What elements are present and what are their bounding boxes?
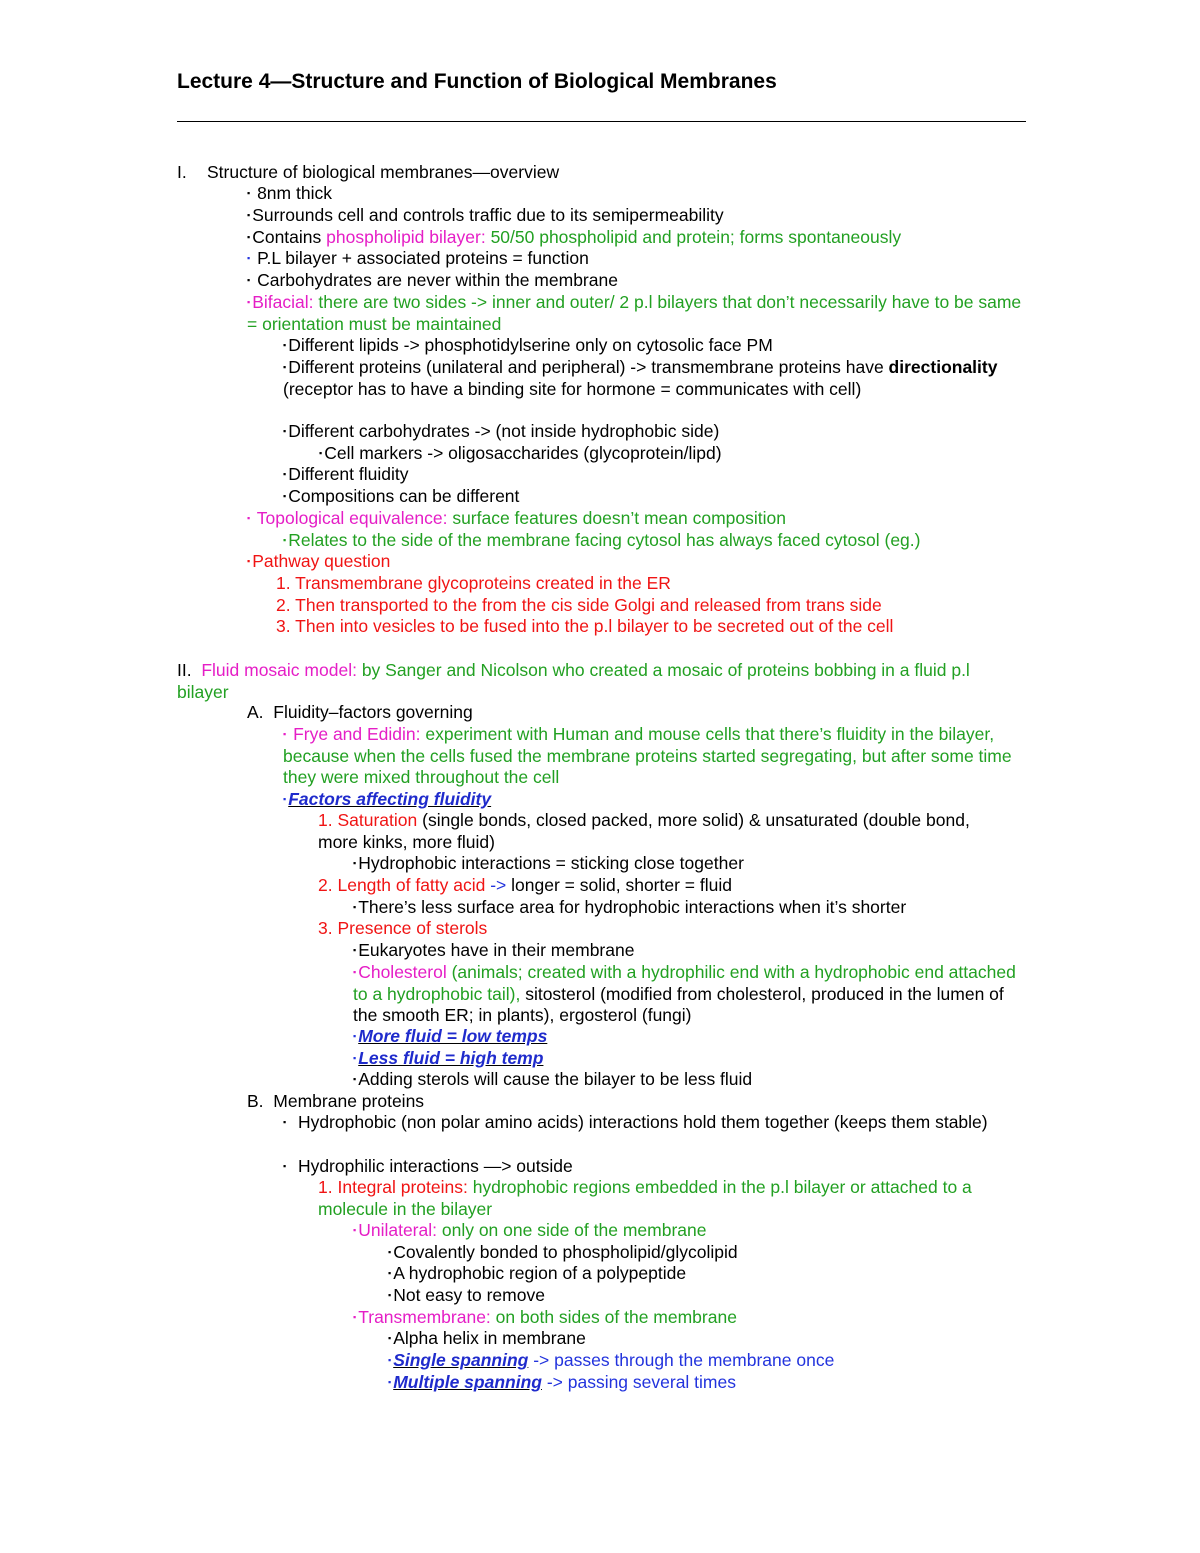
numbered-item: 1. Saturation (single bonds, closed packed, more solid) & unsaturated (double bond, more kinks, more fluid) bbox=[318, 810, 970, 852]
list-item: ▪ Hydrophilic interactions —> outside bbox=[283, 1156, 573, 1176]
list-item: ▪ Surrounds cell and controls traffic due to its semipermeability bbox=[247, 205, 724, 225]
section-number: I. bbox=[177, 162, 187, 182]
list-item: ▪ There’s less surface area for hydrophobic interactions when it’s shorter bbox=[353, 897, 907, 917]
list-item: ▪ Unilateral: only on one side of the membrane bbox=[353, 1220, 707, 1240]
list-item: ▪ Different fluidity bbox=[283, 464, 409, 484]
subsection-heading: B. Membrane proteins bbox=[247, 1091, 425, 1111]
numbered-item: 3. Presence of sterols bbox=[318, 918, 488, 938]
list-item: ▪ Frye and Edidin: experiment with Human and mouse cells that there’s fluidity in the bilayer, because when the cells fused the membrane proteins started segregating, but after some time they were mixed throughout the cell bbox=[283, 724, 1012, 788]
list-item: ▪ Different lipids -> phosphotidylserine only on cytosolic face PM bbox=[283, 335, 773, 355]
subsection-heading: A. Fluidity–factors governing bbox=[247, 702, 473, 722]
title-divider bbox=[177, 121, 1026, 122]
list-item: ▪ More fluid = low temps bbox=[353, 1026, 548, 1046]
list-item: ▪ Different carbohydrates -> (not inside hydrophobic side) bbox=[283, 421, 720, 441]
list-item: ▪ Compositions can be different bbox=[283, 486, 520, 506]
list-item: ▪ Multiple spanning -> passing several times bbox=[388, 1372, 736, 1392]
list-item: ▪ Carbohydrates are never within the membrane bbox=[247, 270, 618, 290]
list-item: ▪ Eukaryotes have in their membrane bbox=[353, 940, 635, 960]
section-heading: II. Fluid mosaic model: by Sanger and Nicolson who created a mosaic of proteins bobbing in a fluid p.l bilayer bbox=[177, 660, 970, 702]
page-title: Lecture 4—Structure and Function of Biological Membranes bbox=[177, 70, 777, 93]
list-item: ▪ Factors affecting fluidity bbox=[283, 789, 492, 809]
section-heading: Structure of biological membranes—overview bbox=[207, 162, 560, 182]
list-item: ▪ A hydrophobic region of a polypeptide bbox=[388, 1263, 687, 1283]
numbered-item: 2. Length of fatty acid -> longer = solid, shorter = fluid bbox=[318, 875, 732, 895]
list-item: ▪ Less fluid = high temp bbox=[353, 1048, 544, 1068]
list-item: ▪ Different proteins (unilateral and peripheral) -> transmembrane proteins have directionality (receptor has to have a binding site for hormone = communicates with cell) bbox=[283, 357, 998, 399]
list-item: ▪ Cholesterol (animals; created with a hydrophilic end with a hydrophobic end attached to a hydrophobic tail), sitosterol (modified from cholesterol, produced in the lumen of the smooth ER; in plants), ergosterol (fungi) bbox=[353, 962, 1016, 1026]
list-item: ▪ Contains phospholipid bilayer: 50/50 phospholipid and protein; forms spontaneously bbox=[247, 227, 902, 247]
list-item: ▪ P.L bilayer + associated proteins = function bbox=[247, 248, 589, 268]
list-item: ▪ Single spanning -> passes through the membrane once bbox=[388, 1350, 835, 1370]
list-item: ▪ Pathway question bbox=[247, 551, 391, 571]
list-item: ▪ Relates to the side of the membrane facing cytosol has always faced cytosol (eg.) bbox=[283, 530, 921, 550]
list-item: ▪ Not easy to remove bbox=[388, 1285, 545, 1305]
list-item: ▪ Alpha helix in membrane bbox=[388, 1328, 586, 1348]
list-item: ▪ Topological equivalence: surface features doesn’t mean composition bbox=[247, 508, 786, 528]
numbered-item: 3. Then into vesicles to be fused into the p.l bilayer to be secreted out of the cell bbox=[276, 616, 894, 636]
list-item: ▪ Cell markers -> oligosaccharides (glycoprotein/lipd) bbox=[319, 443, 722, 463]
list-item: ▪ 8nm thick bbox=[247, 183, 332, 203]
list-item: ▪ Covalently bonded to phospholipid/glycolipid bbox=[388, 1242, 738, 1262]
list-item: ▪ Hydrophobic (non polar amino acids) interactions hold them together (keeps them stable) bbox=[283, 1112, 988, 1132]
list-item: ▪ Adding sterols will cause the bilayer to be less fluid bbox=[353, 1069, 753, 1089]
list-item: ▪ Transmembrane: on both sides of the membrane bbox=[353, 1307, 737, 1327]
numbered-item: 2. Then transported to the from the cis side Golgi and released from trans side bbox=[276, 595, 882, 615]
numbered-item: 1. Integral proteins: hydrophobic regions embedded in the p.l bilayer or attached to a molecule in the bilayer bbox=[318, 1177, 972, 1219]
list-item: ▪ Hydrophobic interactions = sticking close together bbox=[353, 853, 744, 873]
numbered-item: 1. Transmembrane glycoproteins created in the ER bbox=[276, 573, 671, 593]
list-item: ▪ Bifacial: there are two sides -> inner and outer/ 2 p.l bilayers that don’t necessarily have to be same = orientation must be maintained bbox=[247, 292, 1022, 334]
